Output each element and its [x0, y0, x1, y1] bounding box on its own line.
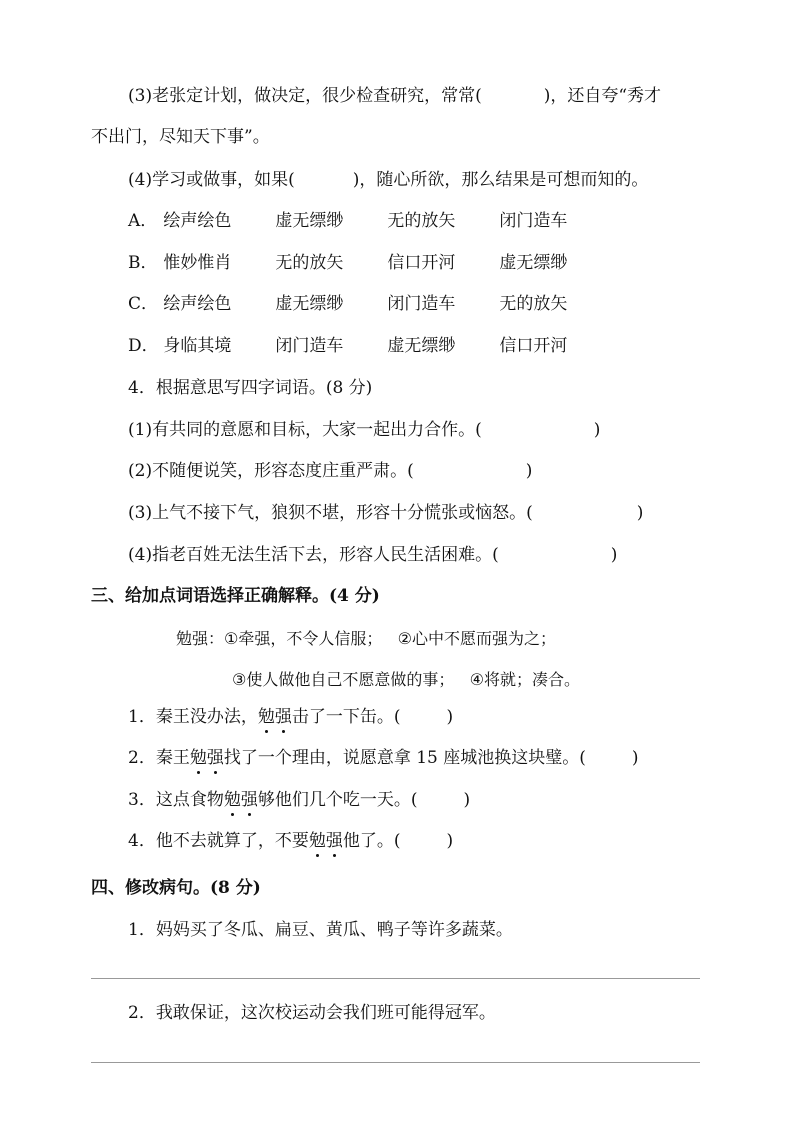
section-3-item-3: 3．这点食物勉强够他们几个吃一天。( ) — [128, 790, 471, 810]
section-3-item-2: 2．秦王勉强找了一个理由，说愿意拿 15 座城池换这块璧。( ) — [128, 748, 639, 768]
question-4-item-1: (1)有共同的意愿和目标，大家一起出力合作。( ) — [128, 420, 601, 440]
answer-line[interactable] — [91, 1062, 700, 1063]
definition-line-1: 勉强：①牵强，不令人信服； ②心中不愿而强为之； — [176, 629, 556, 648]
question-4-item-3: (3)上气不接下气，狼狈不堪，形容十分慌张或恼怒。( ) — [128, 503, 644, 523]
question-3-item-3-continued: 不出门，尽知天下事”。 — [91, 127, 270, 147]
section-3-item-1: 1．秦王没办法，勉强击了一下缶。( ) — [128, 707, 454, 727]
section-3-item-4: 4．他不去就算了，不要勉强他了。( ) — [128, 831, 454, 851]
question-3-item-4: (4)学习或做事，如果( )，随心所欲，那么结果是可想而知的。 — [128, 170, 649, 190]
dotted-char: 勉 — [189, 748, 207, 768]
dotted-char: 强 — [274, 707, 292, 727]
dotted-char: 勉 — [308, 831, 326, 851]
option-c[interactable]: C． 绘声绘色 虚无缥缈 闭门造车 无的放矢 — [128, 294, 568, 314]
option-d[interactable]: D． 身临其境 闭门造车 虚无缥缈 信口开河 — [128, 336, 568, 356]
dotted-char: 强 — [240, 790, 258, 810]
definition-line-2: ③使人做他自己不愿意做的事； ④将就；凑合。 — [232, 670, 580, 689]
dotted-char: 强 — [325, 831, 343, 851]
question-4-item-2: (2)不随便说笑，形容态度庄重严肃。( ) — [128, 461, 533, 481]
option-b[interactable]: B． 惟妙惟肖 无的放矢 信口开河 虚无缥缈 — [128, 253, 568, 273]
question-4-heading: 4．根据意思写四字词语。(8 分) — [128, 378, 373, 398]
section-4-item-1: 1．妈妈买了冬瓜、扁豆、黄瓜、鸭子等许多蔬菜。 — [128, 920, 513, 940]
section-4-item-2: 2．我敢保证，这次校运动会我们班可能得冠军。 — [128, 1003, 496, 1023]
section-4-heading: 四、修改病句。(8 分) — [91, 878, 261, 898]
dotted-char: 勉 — [223, 790, 241, 810]
dotted-char: 勉 — [257, 707, 275, 727]
section-3-heading: 三、给加点词语选择正确解释。(4 分) — [91, 586, 380, 606]
question-3-item-3: (3)老张定计划，做决定，很少检查研究，常常( )，还自夸“秀才 — [128, 86, 662, 106]
option-a[interactable]: A． 绘声绘色 虚无缥缈 无的放矢 闭门造车 — [128, 211, 568, 231]
answer-line[interactable] — [91, 978, 700, 979]
dotted-char: 强 — [206, 748, 224, 768]
question-4-item-4: (4)指老百姓无法生活下去，形容人民生活困难。( ) — [128, 545, 618, 565]
